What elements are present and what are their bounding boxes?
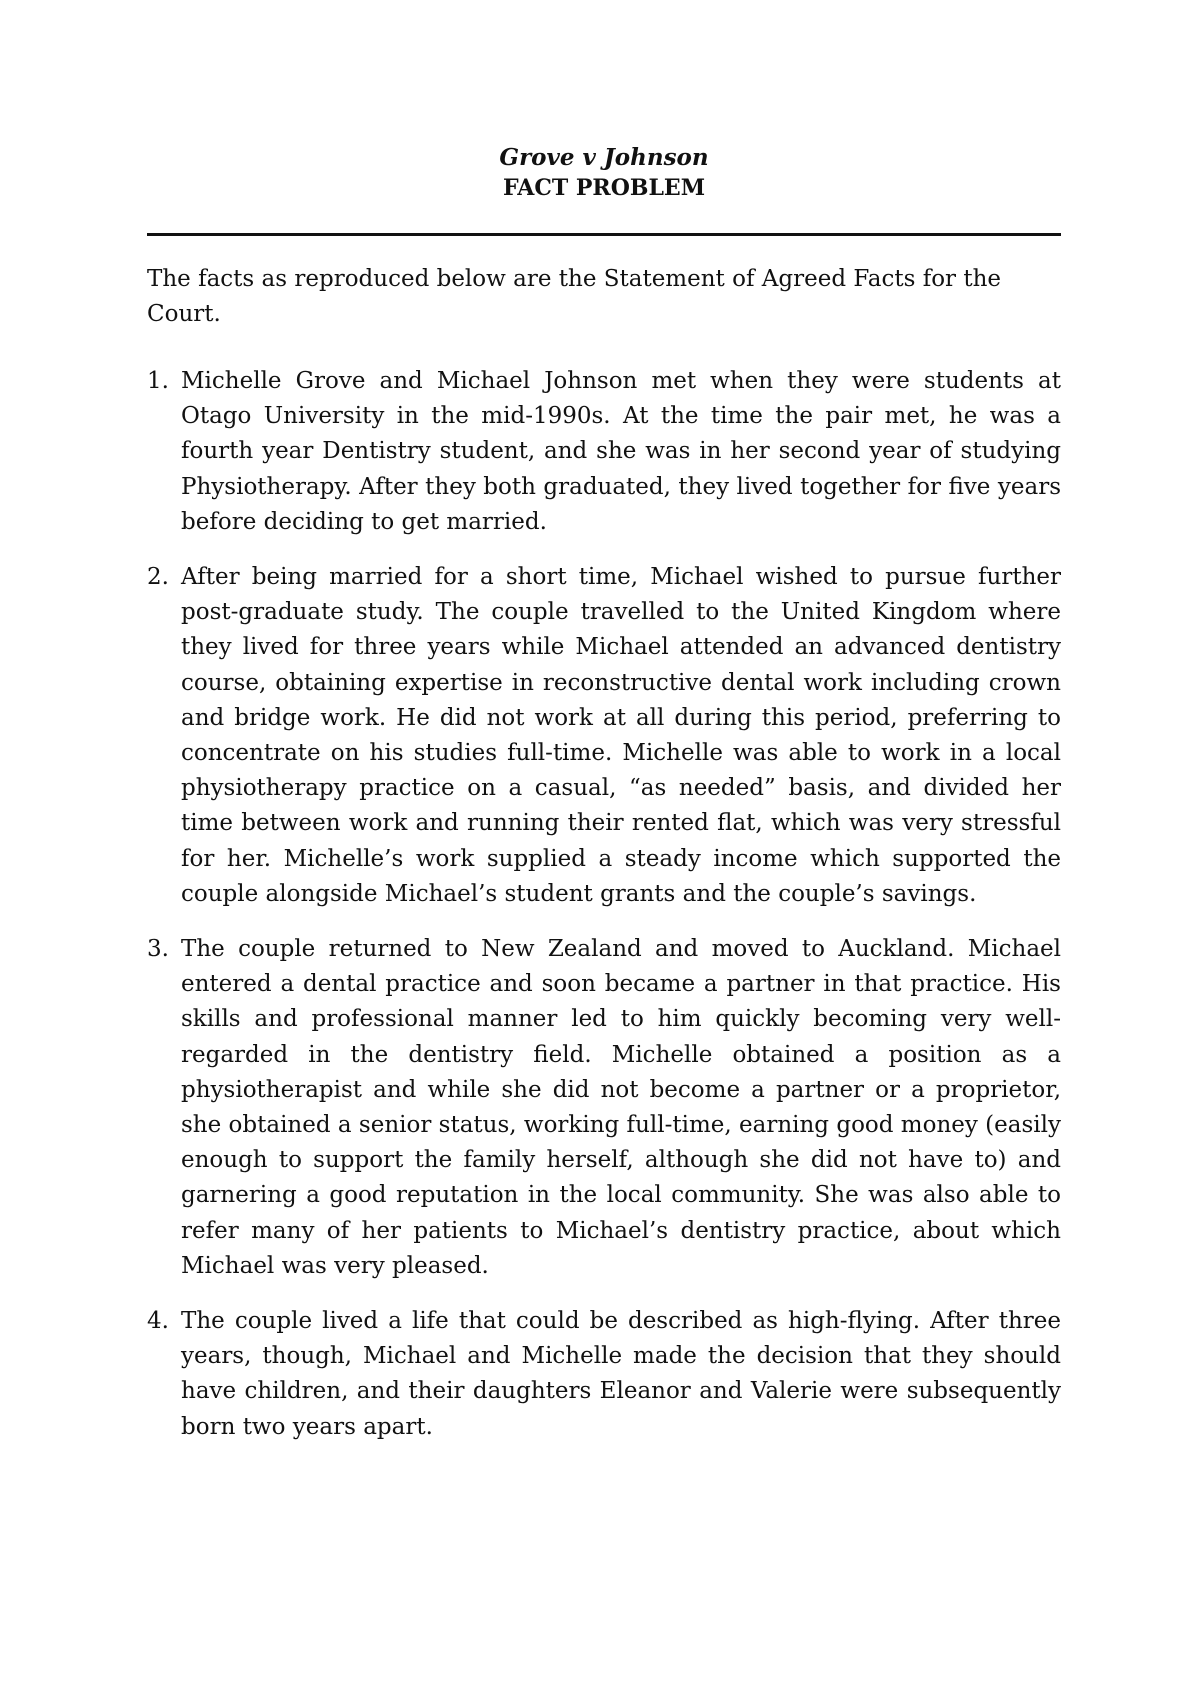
document-heading: FACT PROBLEM (502, 175, 706, 201)
fact-number: 1. (147, 368, 169, 394)
fact-number: 4. (147, 1308, 169, 1335)
heading-divider (147, 233, 1061, 236)
fact-item (147, 364, 1061, 540)
fact-text: Michelle Grove and Michael Johnson met when they were students at Otago University in the mid-1990s. At the time the pair met, he was a fourth year Dentistry student, and she was in her second year of studying Physiotherapy. After they both graduated, they lived together for five years before deciding to get married. (181, 368, 1061, 535)
fact-number: 3. (147, 936, 169, 963)
case-title: Grove v Johnson (499, 144, 709, 171)
facts-list (147, 364, 1061, 1445)
fact-text: The couple returned to New Zealand and moved to Auckland. Michael entered a dental practice and soon became a partner in that practice. His skills and professional manner led to him quickly becoming very well-regarded in the dentistry field. Michelle obtained a position as a physiotherapist and while she did not become a partner or a proprietor, she obtained a senior status, working full-time, earning good money (easily enough to support the family herself, although she did not have to) and garnering a good reputation in the local community. She was also able to refer many of her patients to Michael’s dentistry practice, about which Michael was very pleased. (181, 936, 1061, 1279)
fact-item (147, 932, 1061, 1284)
fact-text: The couple lived a life that could be described as high-flying. After three years, though, Michael and Michelle made the decision that they should have children, and their daughters Eleanor and Valerie were subsequently born two years apart. (181, 1308, 1061, 1440)
document-page (147, 143, 1061, 1465)
fact-text: After being married for a short time, Michael wished to pursue further post-graduate study. The couple travelled to the United Kingdom where they lived for three years while Michael attended an advanced dentistry course, obtaining expertise in reconstructive dental work including crown and bridge work. He did not work at all during this period, preferring to concentrate on his studies full-time. Michelle was able to work in a local physiotherapy practice on a casual, “as needed” basis, and divided her time between work and running their rented flat, which was very stressful for her. Michelle’s work supplied a steady income which supported the couple alongside Michael’s student grants and the couple’s savings. (181, 564, 1061, 907)
fact-item (147, 1304, 1061, 1445)
fact-item (147, 560, 1061, 912)
fact-number: 2. (147, 564, 169, 591)
intro-paragraph: The facts as reproduced below are the Statement of Agreed Facts for the Court. (147, 266, 1002, 327)
